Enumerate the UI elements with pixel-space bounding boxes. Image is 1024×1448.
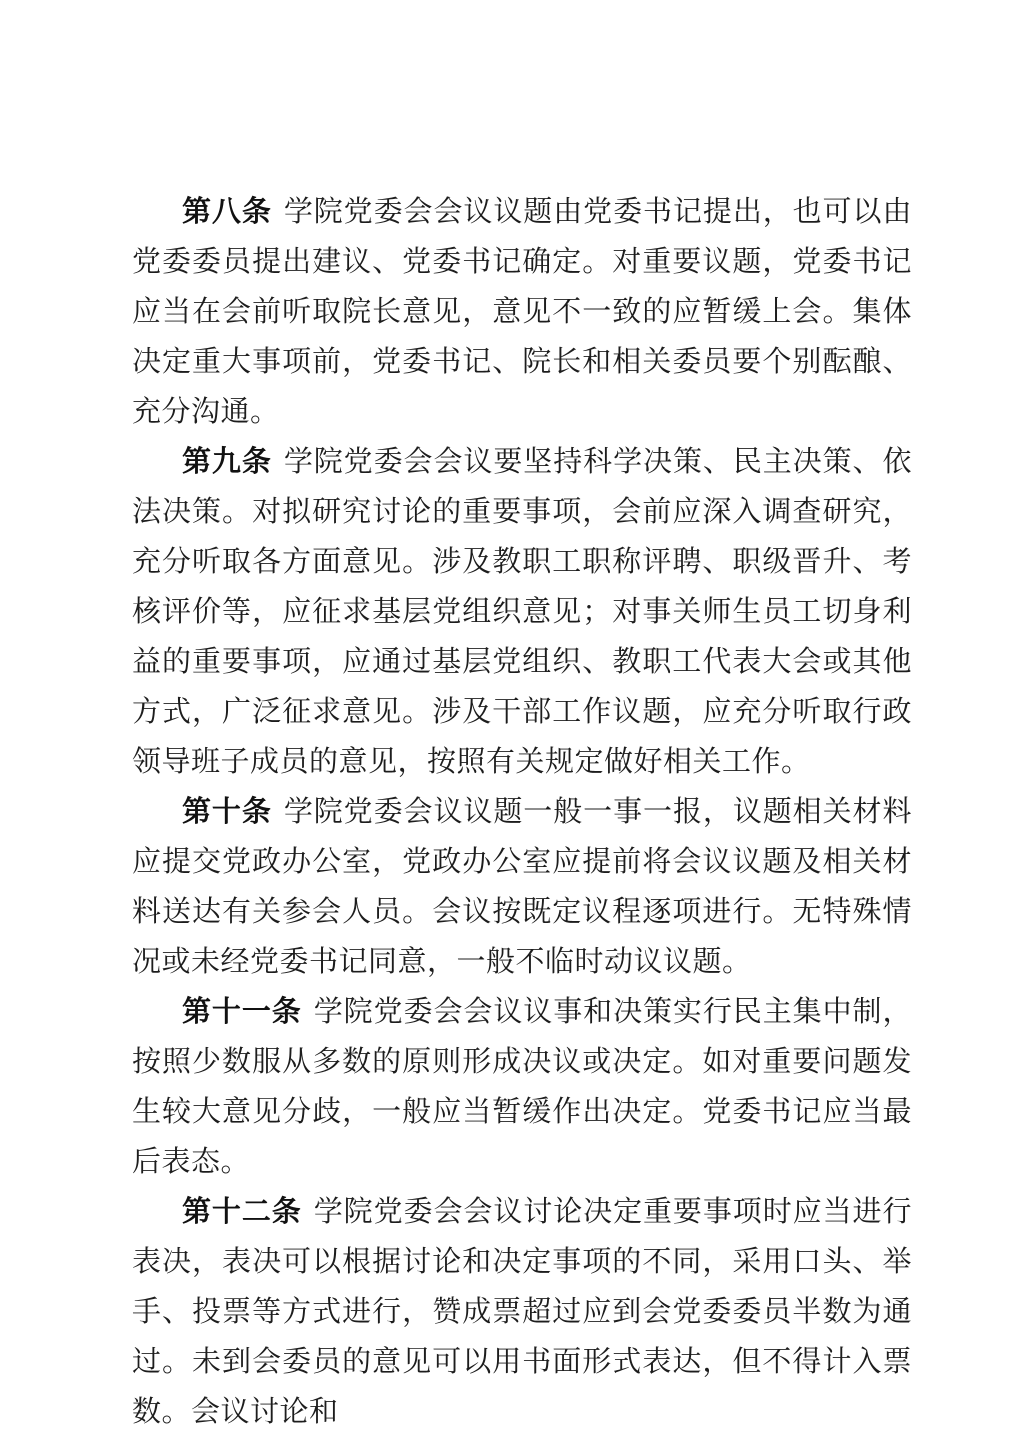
article-label: 第十二条 bbox=[182, 1196, 302, 1228]
article-paragraph bbox=[132, 787, 912, 987]
document-body bbox=[132, 187, 912, 1437]
article-paragraph bbox=[132, 187, 912, 437]
article-text: 学院党委会会议讨论决定重要事项时应当进行表决，表决可以根据讨论和决定事项的不同，采用口头、举手、投票等方式进行，赞成票超过应到会党委委员半数为通过。未到会委员的意见可以用书面形式表达，但不得计入票数。会议讨论和 bbox=[132, 1196, 912, 1428]
article-text: 学院党委会会议议题由党委书记提出，也可以由党委委员提出建议、党委书记确定。对重要议题，党委书记应当在会前听取院长意见，意见不一致的应暂缓上会。集体决定重大事项前，党委书记、院长和相关委员要个别酝酿、充分沟通。 bbox=[132, 196, 912, 428]
article-paragraph bbox=[132, 1187, 912, 1437]
article-paragraph bbox=[132, 437, 912, 787]
article-text: 学院党委会会议议事和决策实行民主集中制，按照少数服从多数的原则形成决议或决定。如对重要问题发生较大意见分歧，一般应当暂缓作出决定。党委书记应当最后表态。 bbox=[132, 996, 912, 1178]
article-label: 第九条 bbox=[182, 446, 272, 478]
article-paragraph bbox=[132, 987, 912, 1187]
article-label: 第八条 bbox=[182, 196, 272, 228]
article-label: 第十一条 bbox=[182, 996, 302, 1028]
article-text: 学院党委会会议要坚持科学决策、民主决策、依法决策。对拟研究讨论的重要事项，会前应深入调查研究，充分听取各方面意见。涉及教职工职称评聘、职级晋升、考核评价等，应征求基层党组织意见；对事关师生员工切身利益的重要事项，应通过基层党组织、教职工代表大会或其他方式，广泛征求意见。涉及干部工作议题，应充分听取行政领导班子成员的意见，按照有关规定做好相关工作。 bbox=[132, 446, 912, 778]
article-text: 学院党委会议议题一般一事一报，议题相关材料应提交党政办公室，党政办公室应提前将会议议题及相关材料送达有关参会人员。会议按既定议程逐项进行。无特殊情况或未经党委书记同意，一般不临时动议议题。 bbox=[132, 796, 912, 978]
article-label: 第十条 bbox=[182, 796, 272, 828]
